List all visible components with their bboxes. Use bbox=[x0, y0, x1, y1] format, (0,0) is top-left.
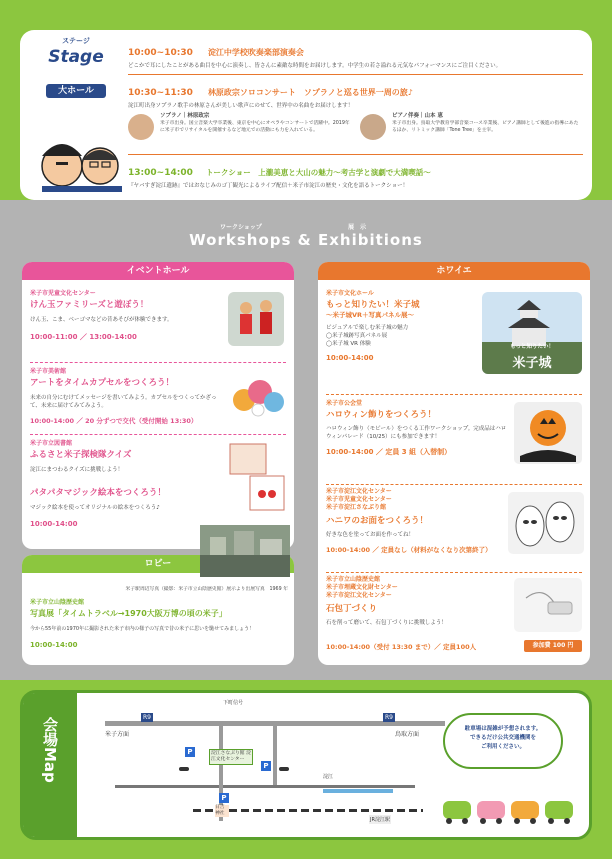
foyer-item-4-time: 10:00-14:00（受付 13:30 まで）／ 定員100人 bbox=[326, 643, 477, 651]
hall-item-3-title: ふるさと米子探検隊クイズ bbox=[30, 450, 132, 460]
route9-right-label: R9 bbox=[385, 714, 393, 721]
foyer-item-1-title: もっと知りたい！米子城 bbox=[326, 300, 420, 310]
hall-item-2-title: アートをタイムカプセルをつくろう！ bbox=[30, 378, 174, 388]
foyer-item-4-desc: 石を削って磨いて、石包丁づくりに挑戦しよう！ bbox=[326, 620, 447, 626]
foyer-divider-3 bbox=[326, 572, 582, 573]
foyer-item-3-time: 10:00-14:00 ／ 定員なし（材料がなくなり次第終了） bbox=[326, 546, 492, 554]
performer-1-role: ソプラノ｜林原政宗 bbox=[160, 113, 210, 119]
cross-road-2 bbox=[273, 721, 277, 785]
parking-icon-1: P bbox=[185, 747, 195, 757]
stage-event-2 bbox=[128, 80, 583, 110]
main-road bbox=[115, 785, 415, 788]
traffic-signal-1 bbox=[179, 767, 189, 771]
map-card bbox=[20, 690, 592, 840]
stage-divider-1 bbox=[128, 74, 583, 75]
stage-label-hall: 大ホール bbox=[46, 84, 106, 98]
performer-2-role: ピアノ伴奏｜山本 恵 bbox=[392, 113, 443, 119]
fee-badge: 参加費 100 円 bbox=[524, 640, 582, 652]
halloween-photo bbox=[514, 402, 582, 464]
foyer-item-2-title: ハロウィン飾りをつくろう！ bbox=[326, 410, 436, 420]
lobby-photo bbox=[200, 525, 290, 577]
station-label: JR淀江駅 bbox=[370, 817, 390, 823]
kendama-photo bbox=[228, 292, 284, 346]
foyer-divider-1 bbox=[326, 394, 582, 395]
hall-divider-1 bbox=[30, 362, 286, 363]
stage-event-3-time: 13:00~14:00 bbox=[128, 168, 193, 178]
hall-item-1-time: 10:00-11:00 ／ 13:00-14:00 bbox=[30, 333, 137, 341]
performer-2-bio: 米子市出身。鳥取大学教育学部音楽コース卒業後、ピアノ講師として後進の指導にあたるほか、リトミック講師「Tone Tree」を主宰。 bbox=[392, 121, 579, 133]
event-hall-header: イベントホール bbox=[22, 262, 294, 280]
foyer-card bbox=[318, 262, 590, 665]
foyer-item-3-desc: 好きな色を塗ってお面を作ってね！ bbox=[326, 532, 415, 538]
workshops-ruby-right: 展 示 bbox=[348, 224, 367, 231]
stage-event-2-title: 林原政宗ソロコンサート ソプラノと巡る世界一周の旅♪ bbox=[207, 88, 413, 97]
workshops-ruby-left: ワークショップ bbox=[220, 224, 262, 231]
balloon-illustration bbox=[230, 370, 286, 420]
stage-event-1-title: 淀江中学校吹奏楽部演奏会 bbox=[207, 48, 304, 57]
hall-item-1-org: 米子市児童文化センター bbox=[30, 290, 96, 297]
performer-1-avatar bbox=[128, 114, 154, 140]
stage-divider-2 bbox=[128, 154, 583, 155]
hall-item-3-desc: 淀江にまつわるクイズに挑戦しよう！ bbox=[30, 467, 124, 473]
stage-event-3-title: トークショー 上瀧美恵と大山の魅力～考古学と演劇で大満喫話～ bbox=[205, 168, 431, 177]
hall-item-2-org: 米子市美術館 bbox=[30, 368, 67, 375]
stage-event-1 bbox=[128, 40, 583, 70]
event-hall-card bbox=[22, 262, 294, 549]
yonago-castle-photo bbox=[482, 292, 582, 374]
route9-left-label: R9 bbox=[143, 714, 151, 721]
stage-event-2-desc: 淀江町出身ソプラノ歌手の林原さんが美しい歌声にのせて、世界中の名曲をお届けします！ bbox=[128, 103, 354, 109]
foyer-item-3 bbox=[326, 488, 516, 554]
stage-event-1-desc: どこかで耳にしたことがある曲目を中心に演奏し、皆さんに素敵な時間をお届けします。中学生の若さ溢れる元気なパフォーマンスにご注目ください。 bbox=[128, 63, 502, 69]
foyer-item-1-subtitle: ～米子城VR＋写真パネル展～ bbox=[326, 311, 415, 319]
lobby-title: 写真展「タイムトラベル→1970大阪万博の頃の米子」 bbox=[30, 609, 227, 618]
lobby-desc: 今から55年前の1970年に撮影された米子市内の様子の写真で昔の米子に思いを馳せてみましょう！ bbox=[30, 626, 255, 632]
foyer-item-1-time: 10:00-14:00 bbox=[326, 354, 374, 362]
foyer-divider-2 bbox=[326, 484, 582, 485]
to-yonago-label: 米子方面 bbox=[105, 731, 130, 738]
stone-knife-photo bbox=[514, 578, 582, 632]
stage-event-1-time: 10:00~10:30 bbox=[128, 48, 193, 58]
hall-item-4 bbox=[30, 486, 230, 528]
river-label: 淀江 bbox=[323, 774, 334, 780]
foyer-item-2-desc: ハロウィン飾り（モビール）をつくる工作ワークショップ。完成品はハロウィンパレード（10/25）にも参加できます！ bbox=[326, 426, 507, 440]
parking-icon-2: P bbox=[261, 761, 271, 771]
foyer-item-4-title: 石包丁づくり bbox=[326, 604, 378, 614]
parking-icon-3: P bbox=[219, 793, 229, 803]
lobby-header: ロビー bbox=[22, 555, 294, 573]
stage-event-3 bbox=[128, 160, 583, 190]
hall-item-4-desc: マジック絵本を使ってオリジナルの絵本をつくろう♪ bbox=[30, 505, 160, 511]
performer-1 bbox=[128, 112, 353, 152]
performer-1-bio: 米子市出身。国立音楽大学卒業後、東京を中心にオペラやコンサートで活躍中。2019年に米子市でリサイタルを開催するなど地元での活動にも力を入れている。 bbox=[160, 121, 350, 133]
traffic-signal-2 bbox=[279, 767, 289, 771]
foyer-item-4 bbox=[326, 576, 516, 627]
foyer-header: ホワイエ bbox=[318, 262, 590, 280]
foyer-item-3-title: ハニワのお面をつくろう！ bbox=[326, 516, 429, 526]
lobby-card bbox=[22, 555, 294, 665]
to-tottori-label: 鳥取方面 bbox=[395, 731, 420, 738]
foyer-item-4-org: 米子市立山陰歴史館 米子市埋蔵文化財センター 米子市淀江文化センター bbox=[326, 576, 398, 599]
cars-illustration bbox=[439, 789, 579, 829]
foyer-item-3-org: 米子市淀江文化センター 米子市児童文化センター 米子市淀江さなぶり館 bbox=[326, 488, 392, 511]
foyer-item-1-org: 米子市文化ホール bbox=[326, 290, 374, 297]
stage-event-2-time: 10:30~11:30 bbox=[128, 88, 193, 98]
castle-photo-sub: もっと知りたい！ bbox=[509, 344, 554, 350]
hall-item-4-time: 10:00-14:00 bbox=[30, 520, 78, 528]
hall-item-1-title: けん玉ファミリーズと遊ぼう！ bbox=[30, 300, 149, 310]
performer-2 bbox=[360, 112, 585, 152]
foyer-item-1 bbox=[326, 288, 486, 362]
river bbox=[323, 789, 393, 793]
hall-item-3 bbox=[30, 438, 230, 474]
performer-2-avatar bbox=[360, 114, 386, 140]
hall-item-1-desc: けん玉、こま、ベーゴマなどの昔あそびが体験できます。 bbox=[30, 317, 173, 323]
shrine-label: 日吉神社 bbox=[215, 805, 229, 817]
hall-item-4-title: パタパタマジック絵本をつくろう！ bbox=[30, 488, 166, 498]
hall-item-2-time: 10:00-14:00 ／ 20 分ずつで交代（受付開始 13:30） bbox=[30, 417, 198, 425]
picture-book-illustration bbox=[226, 442, 288, 514]
note-street-label: 下町信号 bbox=[223, 700, 244, 706]
foyer-item-2-org: 米子市公会堂 bbox=[326, 400, 363, 407]
foyer-item-2-time: 10:00-14:00 ／ 定員 3 組（入替制） bbox=[326, 448, 452, 456]
haniwa-mask-photo bbox=[508, 492, 584, 554]
hall-divider-2 bbox=[30, 434, 286, 435]
lobby-org: 米子市立山陰歴史館 bbox=[30, 599, 85, 606]
stage-event-3-desc: 『ヤバすぎ淀江遺跡』ではおなじみのゴ丁観光によるライブ配信＋米子市淀江の歴史・文化を語るトークショー！ bbox=[128, 183, 409, 189]
lobby-time: 10:00-14:00 bbox=[30, 641, 78, 649]
hall-item-3-org: 米子市立図書館 bbox=[30, 440, 73, 447]
stage-label-top: ステージ bbox=[62, 37, 90, 45]
workshops-title: Workshops & Exhibitions bbox=[189, 231, 423, 249]
mascot-illustration bbox=[36, 130, 126, 192]
castle-photo-label: 米子城 bbox=[512, 356, 552, 371]
map-title: 会場Map bbox=[41, 717, 59, 783]
foyer-item-1-desc: ビジュアルで楽しむ米子城の魅力 ◯米子城跡写真パネル展 ◯米子城 VR 体験 bbox=[326, 325, 409, 347]
stage-label-main: Stage bbox=[48, 47, 104, 67]
lobby-caption: 米子駅周辺写真（撮影：米子市立山陰歴史館）展示より出展写真 1969 年 bbox=[125, 587, 288, 592]
parking-notice: 駐車場は混雑が予想されます。 できるだけ公共交通機関を ご利用ください。 bbox=[443, 713, 563, 769]
stage-card bbox=[20, 30, 592, 200]
stage-label-block bbox=[30, 36, 122, 136]
venue-label: 淀江さなぶり館 淀江文化センター bbox=[209, 749, 253, 765]
foyer-item-2 bbox=[326, 398, 510, 457]
hall-item-2-desc: 未来の自分にむけてメッセージを書いてみよう。カプセルをつくってかざって、未来に届けてみてみよう。 bbox=[30, 395, 217, 409]
